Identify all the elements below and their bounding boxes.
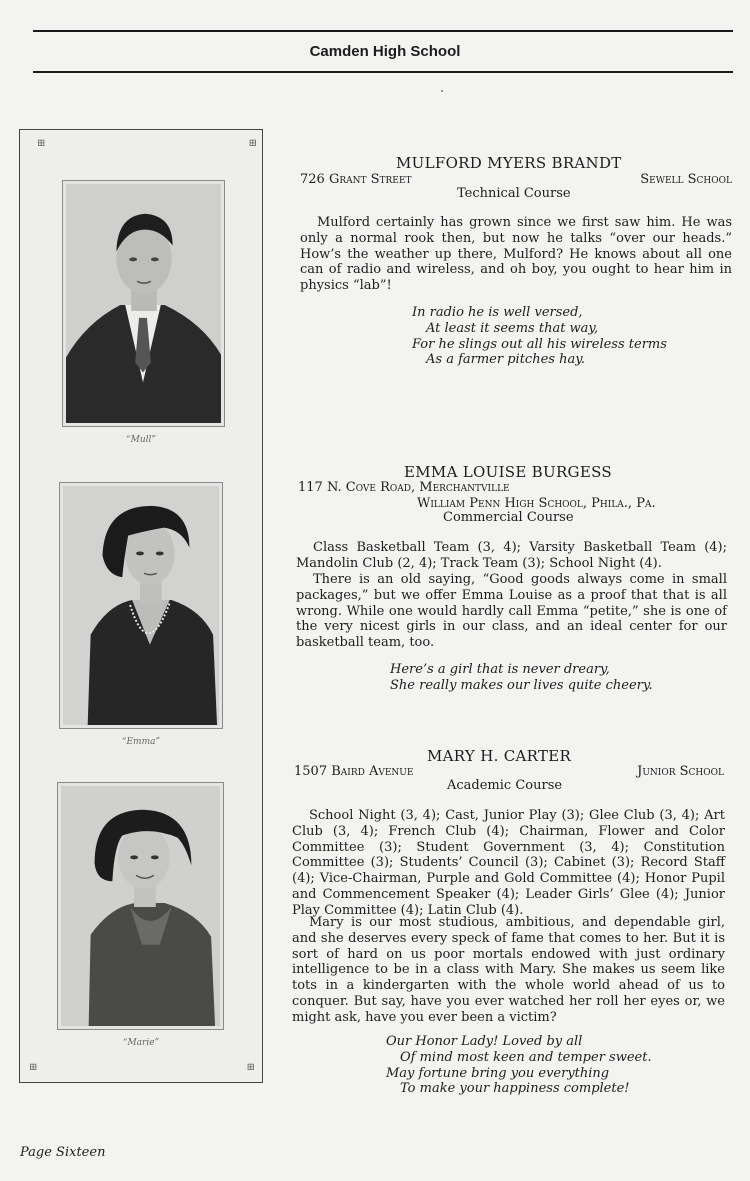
- ornament-icon: ⊞: [246, 1062, 255, 1073]
- student-name: MARY H. CARTER: [427, 747, 572, 765]
- portrait-caption-burgess: “Emma”: [121, 737, 161, 747]
- page-number: Page Sixteen: [20, 1145, 106, 1160]
- ornament-icon: ⊞: [37, 138, 46, 149]
- verse-line: She really makes our lives quite cheery.: [390, 677, 653, 693]
- portrait-caption-brandt: “Mull”: [126, 435, 156, 445]
- student-course: Technical Course: [457, 186, 571, 201]
- portrait-frame-carter: [57, 782, 224, 1030]
- verse-line: May fortune bring you everything: [386, 1065, 610, 1081]
- verse-line: To make your happiness complete!: [400, 1081, 630, 1097]
- student-activities: School Night (3, 4); Cast, Junior Play (3); Glee Club (3, 4); Art Club (3, 4); French Club (4); Chairman, Flower and Color Committee (3); Student Government (3, 4); Constitution Committee (3); Students’ Council (3); Cabinet (3); Record Staff (4); Vice-Chairman, Purple and Gold Committee (4); Honor Pupil and Commencement Speaker (4); Leader Girls’ Glee (4); Junior Play Committee (4); Latin Club (4).: [292, 808, 725, 918]
- ornament-icon: ⊞: [248, 138, 257, 149]
- verse-line: As a farmer pitches hay.: [426, 352, 585, 368]
- student-course: Academic Course: [447, 778, 563, 793]
- verse-line: At least it seems that way,: [426, 320, 599, 336]
- verse-line: In radio he is well versed,: [412, 305, 583, 320]
- verse-line: For he slings out all his wireless terms: [412, 336, 667, 352]
- student-bio: Mary is our most studious, ambitious, and dependable girl, and she deserves every speck of fame that comes to her. But it is sort of hard on us poor mortals endowed with just ordinary intelligence to be in a class with Mary. She makes us seem like tots in a kindergarten with the whole world ahead of us to conquer. But say, have you ever watched her roll her eyes or, we might ask, have you ever been a victim?: [292, 915, 725, 1025]
- student-verse: [390, 662, 653, 694]
- student-verse: [386, 1034, 652, 1097]
- portrait-caption-carter: “Marie”: [122, 1038, 160, 1048]
- ornament-icon: ⊞: [29, 1062, 38, 1073]
- speck: [441, 90, 443, 92]
- portrait-frame-burgess: [59, 482, 223, 729]
- page-header-title: Camden High School: [309, 43, 461, 60]
- student-verse: [412, 305, 667, 368]
- portrait-photo-brandt: [66, 184, 221, 423]
- verse-line: Here’s a girl that is never dreary,: [390, 662, 610, 677]
- student-bio: There is an old saying, “Good goods always come in small packages,” but we offer Emma Louise as a proof that that is all wrong. While one would hardly call Emma “petite,” she is one of the very nicest girls in our class, and an ideal center for our basketball team, too.: [296, 572, 727, 651]
- portrait-photo-carter: [61, 786, 220, 1026]
- photo-panel: [19, 129, 263, 1083]
- student-activities: Class Basketball Team (3, 4); Varsity Basketball Team (4); Mandolin Club (2, 4); Track Team (3); School Night (4).: [296, 540, 727, 571]
- student-address: 1507 Baird Avenue: [294, 764, 414, 779]
- verse-line: Our Honor Lady! Loved by all: [386, 1034, 583, 1049]
- student-bio: Mulford certainly has grown since we first saw him. He was only a normal rook then, but now he talks “over our heads.” How’s the weather up there, Mulford? He knows about all one can of radio and wireless, and oh boy, you ought to hear him in physics “lab”!: [300, 215, 732, 294]
- portrait-frame-brandt: [62, 180, 225, 427]
- student-name: MULFORD MYERS BRANDT: [396, 154, 622, 172]
- student-address: 726 Grant Street: [300, 172, 412, 187]
- student-address: 117 N. Cove Road, Merchantville: [298, 480, 510, 495]
- header-rule-bottom: [33, 71, 733, 73]
- portrait-photo-burgess: [63, 486, 219, 725]
- student-previous-school: Junior School: [637, 764, 724, 779]
- header-rule-top: [33, 30, 733, 32]
- verse-line: Of mind most keen and temper sweet.: [400, 1049, 652, 1065]
- student-name: EMMA LOUISE BURGESS: [404, 463, 612, 481]
- student-course: Commercial Course: [443, 510, 574, 525]
- student-previous-school: William Penn High School, Phila., Pa.: [417, 496, 656, 511]
- student-previous-school: Sewell School: [640, 172, 732, 187]
